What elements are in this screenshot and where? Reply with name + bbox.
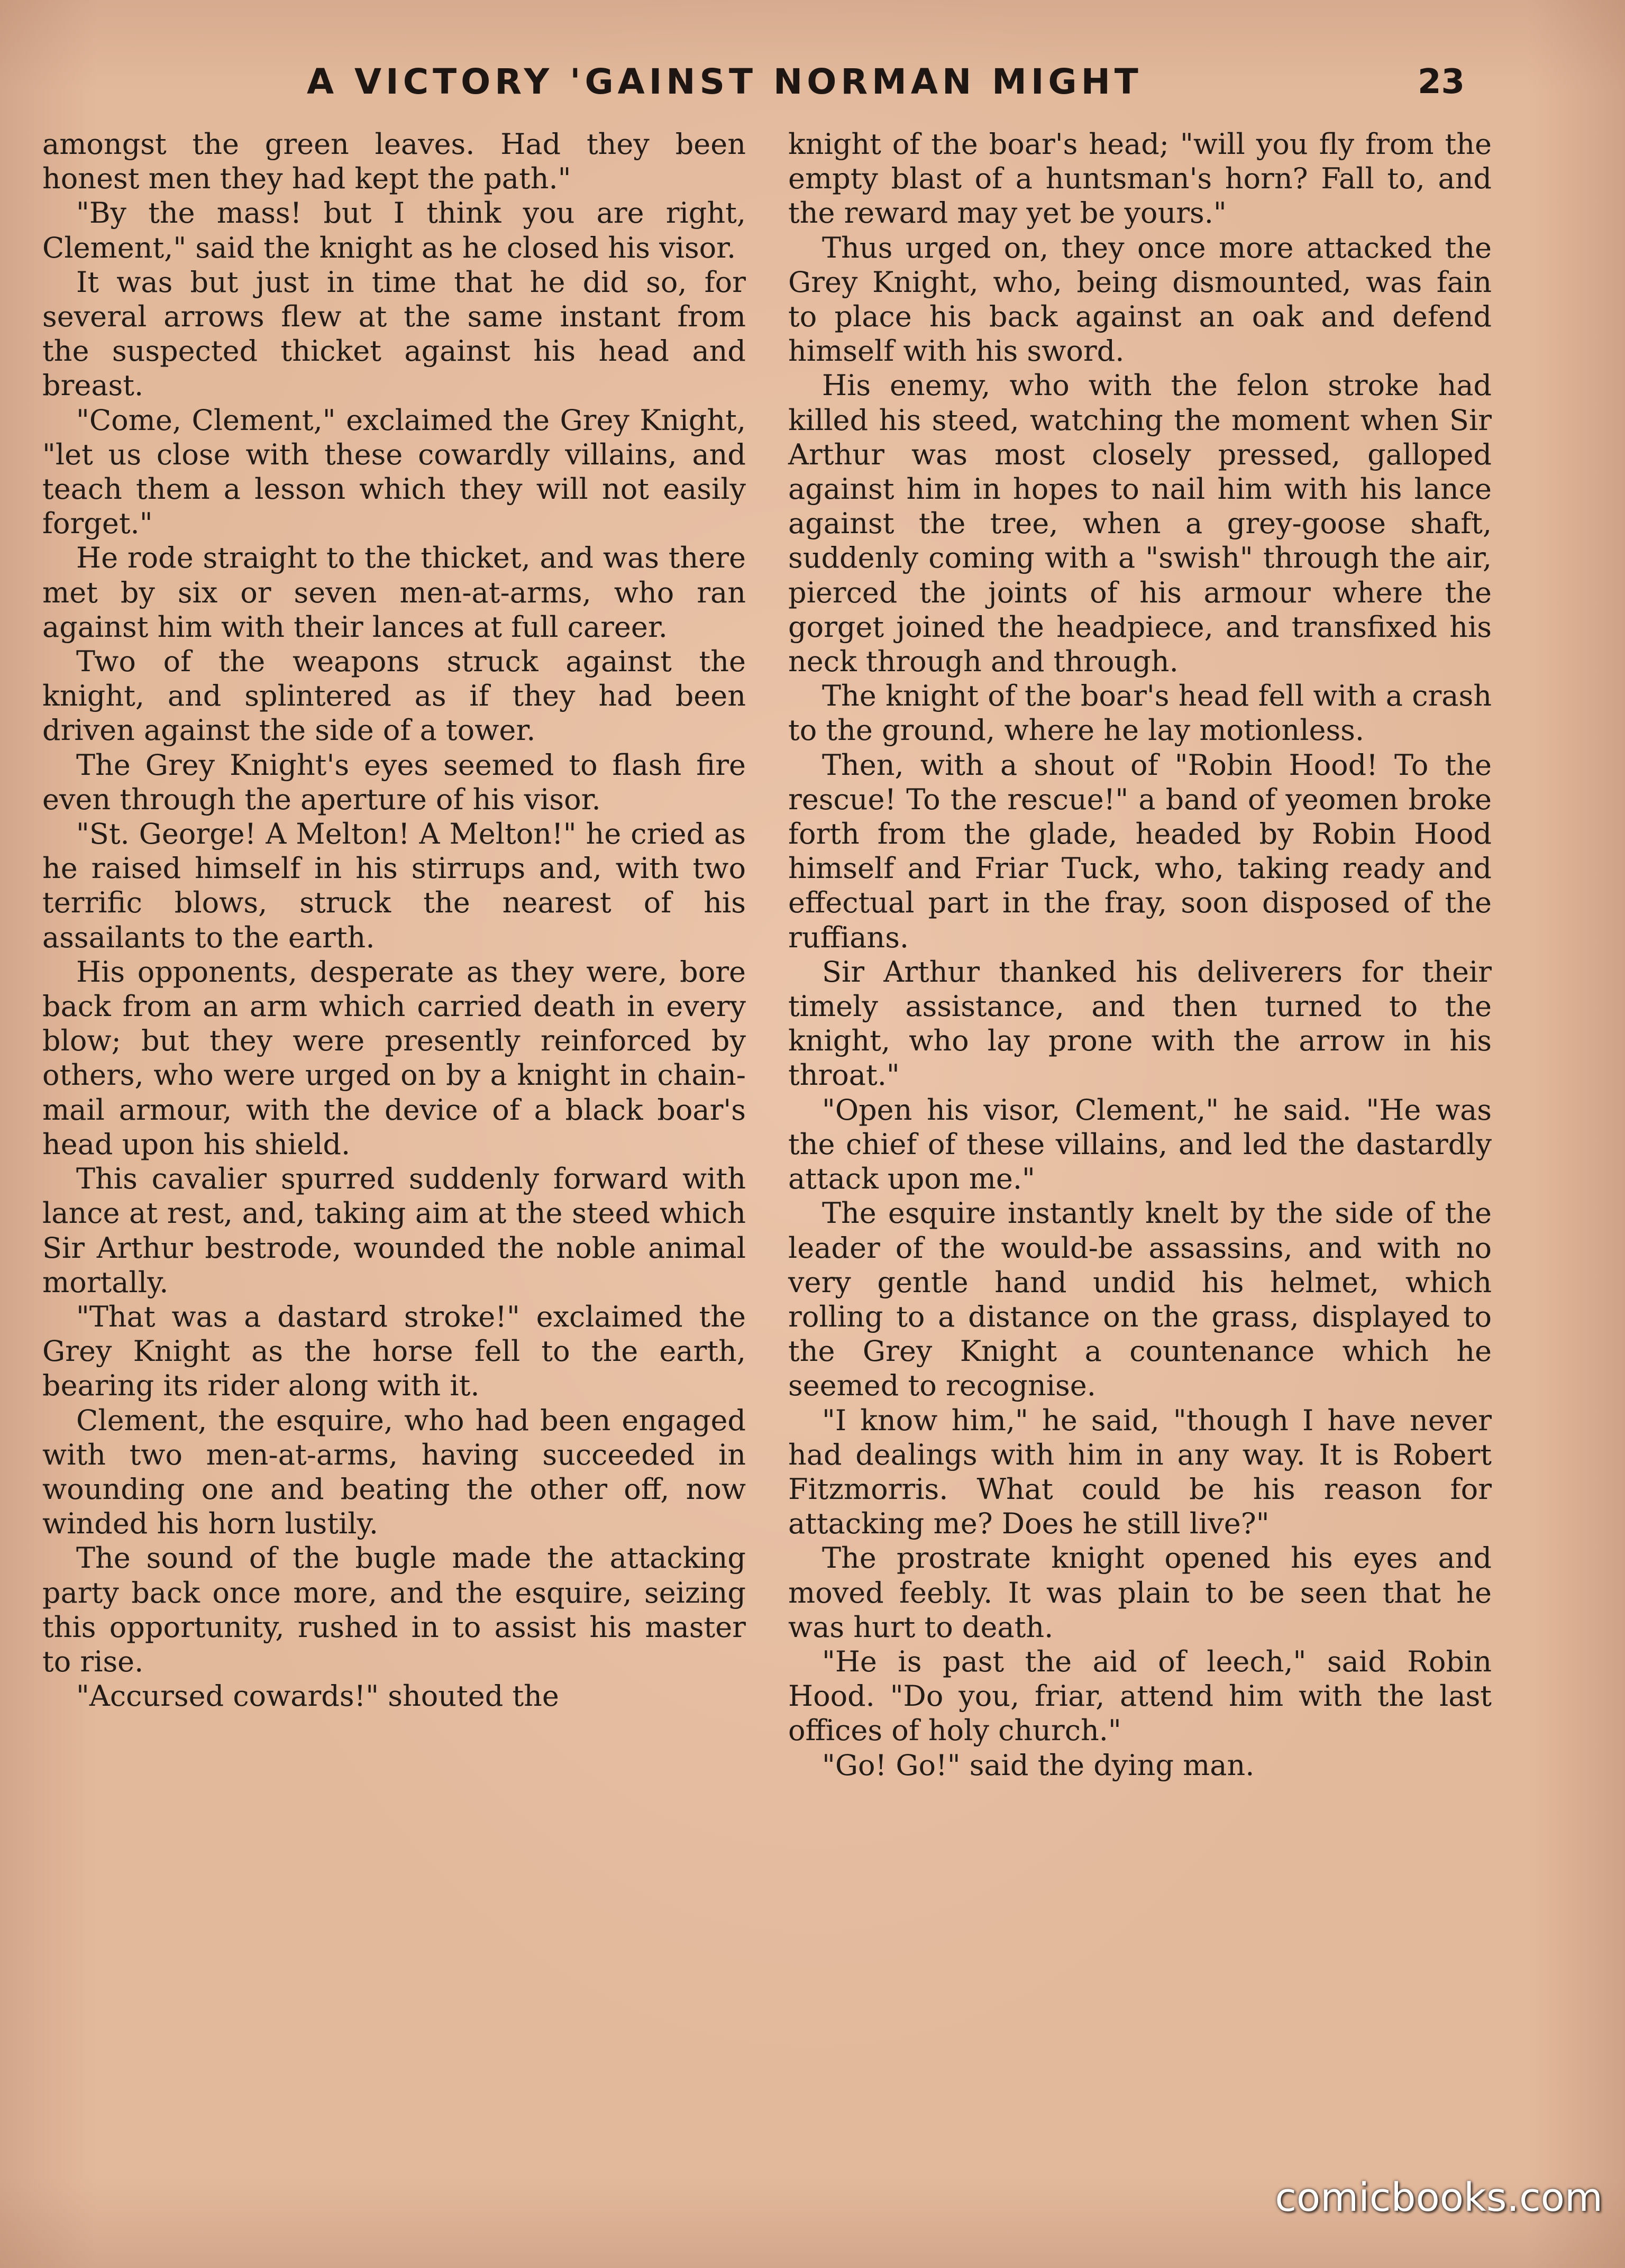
paragraph: "Come, Clement," exclaimed the Grey Knight, "let us close with these cowardly villains, and teach them a lesson which they will not easily forget." (42, 403, 746, 541)
paragraph: knight of the boar's head; "will you fly from the empty blast of a huntsman's horn? Fall to, and the reward may yet be yours." (788, 127, 1492, 230)
paragraph: The knight of the boar's head fell with a crash to the ground, where he lay motionless. (788, 679, 1492, 747)
running-head-title: A VICTORY 'GAINST NORMAN MIGHT (307, 61, 1143, 102)
paragraph: The sound of the bugle made the attacking party back once more, and the esquire, seizing this opportunity, rushed in to assist his master to rise. (42, 1541, 746, 1678)
paragraph: "By the mass! but I think you are right, Clement," said the knight as he closed his visor. (42, 196, 746, 264)
paragraph: "He is past the aid of leech," said Robin Hood. "Do you, friar, attend him with the last offices of holy church." (788, 1644, 1492, 1748)
paragraph: amongst the green leaves. Had they been honest men they had kept the path." (42, 127, 746, 196)
paragraph: It was but just in time that he did so, for several arrows flew at the same instant from the suspected thicket against his head and breast. (42, 265, 746, 403)
paragraph: "Open his visor, Clement," he said. "He was the chief of these villains, and led the dastardly attack upon me." (788, 1093, 1492, 1196)
paragraph: The esquire instantly knelt by the side of the leader of the would-be assassins, and with no very gentle hand undid his helmet, which rolling to a distance on the grass, displayed to the Grey Knight a countenance which he seemed to recognise. (788, 1196, 1492, 1403)
paragraph: "Go! Go!" said the dying man. (822, 1748, 1255, 1782)
left-column (42, 127, 746, 1713)
paragraph: The Grey Knight's eyes seemed to flash fire even through the aperture of his visor. (42, 748, 746, 816)
paragraph: This cavalier spurred suddenly forward with lance at rest, and, taking aim at the steed which Sir Arthur bestrode, wounded the noble animal mortally. (42, 1162, 746, 1299)
right-column (788, 127, 1492, 1782)
paragraph: Clement, the esquire, who had been engaged with two men-at-arms, having succeeded in wounding one and beating the other off, now winded his horn lustily. (42, 1403, 746, 1541)
running-header (0, 50, 1625, 114)
paragraph: He rode straight to the thicket, and was there met by six or seven men-at-arms, who ran against him with their lances at full career. (42, 541, 746, 644)
paragraph: His enemy, who with the felon stroke had killed his steed, watching the moment when Sir Arthur was most closely pressed, galloped against him in hopes to nail him with his lance against the tree, when a grey-goose shaft, suddenly coming with a "swish" through the air, pierced the joints of his armour where the gorget joined the headpiece, and transfixed his neck through and through. (788, 369, 1492, 679)
paragraph: "Accursed cowards!" shouted the (76, 1679, 559, 1713)
paragraph: Then, with a shout of "Robin Hood! To the rescue! To the rescue!" a band of yeomen broke forth from the glade, headed by Robin Hood himself and Friar Tuck, who, taking ready and effectual part in the fray, soon disposed of the ruffians. (788, 748, 1492, 954)
paragraph: Two of the weapons struck against the knight, and splintered as if they had been driven against the side of a tower. (42, 645, 746, 747)
paragraph: "St. George! A Melton! A Melton!" he cried as he raised himself in his stirrups and, with two terrific blows, struck the nearest of his assailants to the earth. (42, 817, 746, 954)
paragraph: Sir Arthur thanked his deliverers for their timely assistance, and then turned to the knight, who lay prone with the arrow in his throat." (788, 955, 1492, 1092)
paragraph: His opponents, desperate as they were, bore back from an arm which carried death in every blow; but they were presently reinforced by others, who were urged on by a knight in chain-mail armour, with the device of a black boar's head upon his shield. (42, 955, 746, 1161)
paragraph: Thus urged on, they once more attacked the Grey Knight, who, being dismounted, was fain to place his back against an oak and defend himself with his sword. (788, 231, 1492, 368)
site-watermark: comicbooks.com (1275, 2175, 1603, 2220)
paragraph: The prostrate knight opened his eyes and moved feebly. It was plain to be seen that he was hurt to death. (788, 1541, 1492, 1644)
page-number: 23 (1418, 62, 1465, 102)
paragraph: "That was a dastard stroke!" exclaimed the Grey Knight as the horse fell to the earth, bearing its rider along with it. (42, 1300, 746, 1403)
paragraph: "I know him," he said, "though I have never had dealings with him in any way. It is Robert Fitzmorris. What could be his reason for attacking me? Does he still live?" (788, 1403, 1492, 1541)
